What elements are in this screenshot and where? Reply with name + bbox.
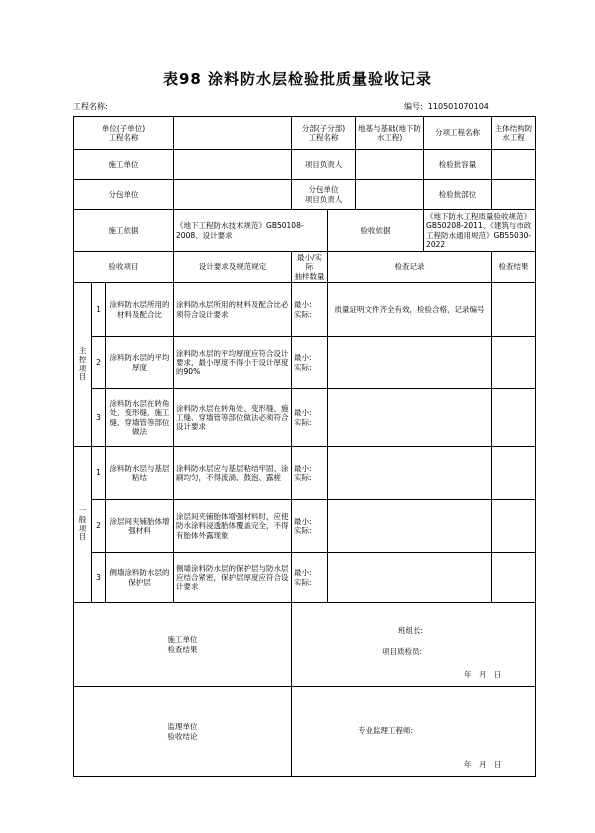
sub-pm-value[interactable] (356, 180, 424, 210)
col-item: 验收项目 (74, 252, 174, 283)
row-subcontractor (74, 180, 536, 210)
item-sample[interactable] (292, 337, 328, 389)
item-no: 2 (92, 337, 106, 389)
construction-check-signatures[interactable] (292, 603, 536, 687)
item-sample[interactable] (292, 500, 328, 553)
min-label: 最小: (294, 516, 312, 526)
min-label: 最小: (294, 300, 312, 310)
supervision-label: 监理单位 验收结论 (74, 687, 292, 777)
accept-basis-value: 《地下防水工程质量验收规范》GB50208-2011、《建筑与市政工程防水通用规范》GB55030-2022 (424, 210, 536, 252)
actual-label: 实际: (294, 526, 312, 536)
item-sample[interactable] (292, 553, 328, 603)
serial-number (404, 101, 489, 112)
subpart-label: 分部(子分部) 工程名称 (292, 117, 356, 150)
item-requirement: 涂层间夹铺胎体增强材料时，应使防水涂料浸透胎体覆盖完全，不得有胎体外露现象 (174, 500, 292, 553)
batch-qty-label: 检验批容量 (424, 150, 492, 180)
col-sample: 最小/实际 抽样数量 (292, 252, 328, 283)
table-row (74, 337, 536, 389)
batch-qty-value[interactable] (492, 150, 536, 180)
item-result[interactable] (492, 283, 536, 337)
sub-pm-label: 分包单位 项目负责人 (292, 180, 356, 210)
item-name: 涂层间夹铺胎体增强材料 (106, 500, 174, 553)
item-result[interactable] (492, 389, 536, 447)
table-row (74, 553, 536, 603)
actual-label: 实际: (294, 309, 312, 319)
min-label: 最小: (294, 353, 312, 363)
table-row (74, 283, 536, 337)
basis-value: 《地下工程防水技术规范》GB50108-2008、设计要求 (174, 210, 328, 252)
serial-label: 编号: (404, 102, 423, 111)
actual-label: 实际: (294, 417, 312, 427)
min-label: 最小: (294, 408, 312, 418)
project-name-label: 工程名称: (73, 102, 108, 111)
item-name: 侧墙涂料防水层的保护层 (106, 553, 174, 603)
min-label: 最小: (294, 568, 312, 578)
constructor-value[interactable] (174, 150, 292, 180)
item-requirement: 涂料防水层应与基层粘结牢固、涂刷均匀，不得流淌、鼓泡、露槎 (174, 447, 292, 500)
item-record[interactable] (328, 337, 492, 389)
item-sample[interactable] (292, 389, 328, 447)
item-record[interactable] (328, 500, 492, 553)
subcontractor-label: 分包单位 (74, 180, 174, 210)
inspector-label: 项目质检员: (382, 646, 423, 656)
row-unit (74, 117, 536, 150)
item-no: 3 (92, 553, 106, 603)
subpart-value: 地基与基础(地下防水工程) (356, 117, 424, 150)
item-record[interactable] (328, 553, 492, 603)
subitem-value: 主体结构防水工程 (492, 117, 536, 150)
basis-label: 施工依据 (74, 210, 174, 252)
min-label: 最小: (294, 463, 312, 473)
unit-label: 单位(子单位) 工程名称 (74, 117, 174, 150)
item-result[interactable] (492, 553, 536, 603)
unit-value[interactable] (174, 117, 292, 150)
item-no: 1 (92, 447, 106, 500)
team-leader-label: 班组长: (398, 625, 424, 635)
item-name: 涂料防水层的平均厚度 (106, 337, 174, 389)
item-result[interactable] (492, 500, 536, 553)
main-group-label: 主控项目 (74, 283, 92, 447)
item-record[interactable] (328, 389, 492, 447)
constructor-label: 施工单位 (74, 150, 174, 180)
row-constructor (74, 150, 536, 180)
inspection-table (73, 116, 536, 777)
item-sample[interactable] (292, 283, 328, 337)
batch-part-label: 检验批部位 (424, 180, 492, 210)
pm-label: 项目负责人 (292, 150, 356, 180)
construction-check-label: 施工单位 检查结果 (74, 603, 292, 687)
construction-date: 年 月 日 (464, 669, 502, 679)
row-construction-check (74, 603, 536, 687)
item-record[interactable]: 质量证明文件齐全有效，检验合格，记录编号 (328, 283, 492, 337)
item-no: 2 (92, 500, 106, 553)
item-requirement: 侧墙涂料防水层的保护层与防水层应结合紧密，保护层厚度应符合设计要求 (174, 553, 292, 603)
serial-value: 110501070104 (427, 102, 489, 111)
subcontractor-value[interactable] (174, 180, 292, 210)
actual-label: 实际: (294, 473, 312, 483)
item-result[interactable] (492, 337, 536, 389)
item-no: 1 (92, 283, 106, 337)
col-result: 检查结果 (492, 252, 536, 283)
table-row (74, 500, 536, 553)
item-requirement: 涂料防水层的平均厚度应符合设计要求，最小厚度不得小于设计厚度的90% (174, 337, 292, 389)
subitem-label: 分项工程名称 (424, 117, 492, 150)
pm-value[interactable] (356, 150, 424, 180)
page-title: 表98 涂料防水层检验批质量验收记录 (162, 70, 433, 88)
table-row (74, 447, 536, 500)
item-requirement: 涂料防水层在转角处、变形缝、施工缝、穿墙管等部位做法必须符合设计要求 (174, 389, 292, 447)
col-record: 检查记录 (328, 252, 492, 283)
item-sample[interactable] (292, 447, 328, 500)
batch-part-value[interactable] (492, 180, 536, 210)
supervision-engineer-label: 专业监理工程师: (358, 725, 414, 735)
item-name: 涂料防水层与基层粘结 (106, 447, 174, 500)
item-name: 涂料防水层所用的材料及配合比 (106, 283, 174, 337)
supervision-signatures[interactable] (292, 687, 536, 777)
item-record[interactable] (328, 447, 492, 500)
actual-label: 实际: (294, 577, 312, 587)
item-result[interactable] (492, 447, 536, 500)
accept-basis-label: 验收依据 (328, 210, 424, 252)
row-column-headers (74, 252, 536, 283)
general-group-label: 一般项目 (74, 447, 92, 603)
table-row (74, 389, 536, 447)
item-no: 3 (92, 389, 106, 447)
row-basis (74, 210, 536, 252)
item-requirement: 涂料防水层所用的材料及配合比必须符合设计要求 (174, 283, 292, 337)
col-design: 设计要求及规范规定 (174, 252, 292, 283)
row-supervision (74, 687, 536, 777)
item-name: 涂料防水层在转角处、变形缝、施工缝、穿墙管等部位做法 (106, 389, 174, 447)
actual-label: 实际: (294, 362, 312, 372)
supervision-date: 年 月 日 (464, 759, 502, 769)
